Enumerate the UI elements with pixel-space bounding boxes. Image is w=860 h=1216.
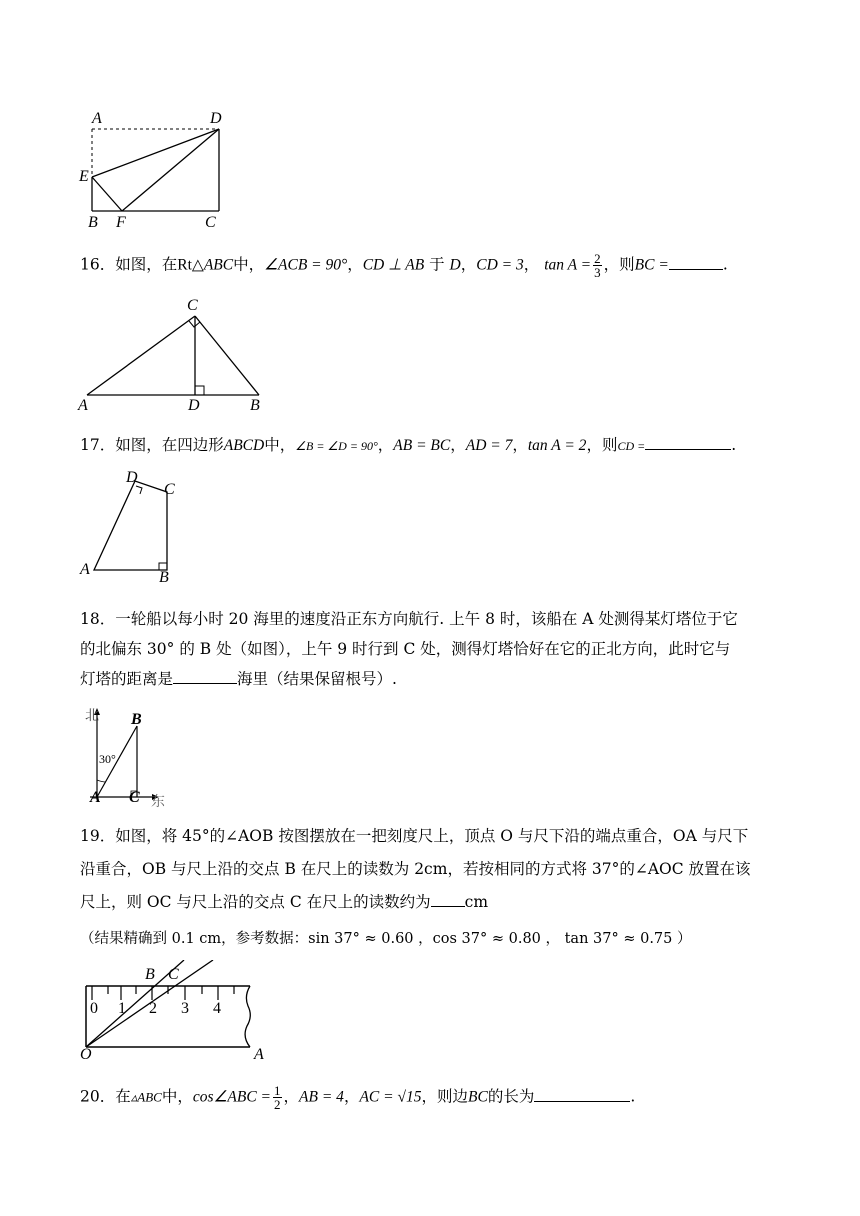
q16-sep3: ，: [523, 255, 540, 274]
q20-end: .: [630, 1087, 636, 1106]
question-19-line-1: 19．如图，将 45°的∠AOB 按图摆放在一把刻度尺上，顶点 O 与尺下沿的端点重合，OA 与尺下: [80, 827, 749, 845]
q16-text2: 中，: [233, 255, 265, 274]
label-D: D: [126, 469, 138, 486]
q20-sep2: ，: [343, 1087, 360, 1106]
q16-text3: 于: [424, 255, 450, 274]
label-A: A: [92, 110, 102, 127]
label-D: D: [188, 397, 200, 414]
q16-cond3: CD = 3: [476, 256, 524, 274]
q17-cond4: tan A = 2: [527, 437, 587, 454]
figure-16-diagram: [80, 300, 270, 400]
q20-cond2: AB = 4: [299, 1088, 344, 1106]
label-A: A: [78, 397, 88, 414]
question-16: [80, 252, 800, 279]
label-O: O: [80, 1046, 92, 1063]
north-label: 北: [85, 708, 99, 724]
q20-cond3: AC = √15: [359, 1088, 422, 1106]
q20-triangle: ▵ABC: [130, 1089, 162, 1105]
q18-line3-tail: 海里（结果保留根号）.: [237, 670, 397, 688]
q16-frac-den: 3: [594, 265, 601, 280]
tick-label-0: 0: [90, 1000, 98, 1017]
label-B: B: [159, 569, 169, 586]
question-20: [80, 1084, 800, 1111]
q17-cond1: ∠B = ∠D = 90°: [295, 439, 378, 453]
label-D: D: [210, 110, 222, 127]
q20-frac-num: 1: [274, 1083, 281, 1098]
label-C: C: [187, 297, 198, 314]
q16-answer-blank[interactable]: [669, 255, 723, 270]
label-B: B: [131, 711, 142, 728]
question-18-line-1: 18．一轮船以每小时 20 海里的速度沿正东方向航行. 上午 8 时，该船在 A 处测得某灯塔位于它: [80, 610, 738, 628]
q17-answer-blank[interactable]: [645, 435, 731, 450]
label-A: A: [254, 1046, 264, 1063]
question-18-line-2: 的北偏东 30° 的 B 处（如图），上午 9 时行到 C 处，测得灯塔恰好在它的正北方向，此时它与: [80, 640, 731, 658]
q16-rt: Rt△: [177, 256, 204, 274]
tick-label-2: 2: [149, 1000, 157, 1017]
label-B: B: [145, 966, 155, 983]
q20-text3: ，则边: [421, 1087, 468, 1106]
label-A: A: [80, 561, 90, 578]
q16-d: D: [449, 256, 461, 274]
q20-text4: 的长为: [487, 1087, 535, 1106]
q17-text3: ，则: [586, 436, 618, 454]
label-C: C: [205, 214, 216, 231]
q17-sep2: ，: [450, 436, 466, 454]
q19-line3-text: 尺上，则 OC 与尺上沿的交点 C 在尺上的读数约为: [80, 893, 431, 911]
tick-label-1: 1: [118, 1000, 126, 1017]
q17-ask: CD =: [617, 439, 646, 453]
q16-abc: ABC: [203, 256, 234, 274]
q16-cond2: CD ⊥ AB: [362, 256, 425, 274]
q17-end: .: [731, 436, 737, 454]
question-19-line-2: 沿重合，OB 与尺上沿的交点 B 在尺上的读数为 2cm，若按相同的方式将 37°的∠AOC 放置在该: [80, 860, 751, 878]
q16-cond1: ∠ACB = 90°: [264, 256, 348, 274]
q16-text1: 如图，在: [115, 255, 178, 274]
q17-sep1: ，: [377, 436, 394, 454]
label-B: B: [88, 214, 98, 231]
q18-answer-blank[interactable]: [173, 669, 237, 684]
label-C: C: [164, 481, 175, 498]
tick-label-3: 3: [181, 1000, 189, 1017]
east-label: 东: [151, 794, 165, 810]
q20-sep1: ，: [283, 1087, 300, 1106]
q17-text1: 如图，在四边形: [115, 436, 224, 454]
tick-label-4: 4: [213, 1000, 221, 1017]
question-19-line-3: [80, 892, 800, 912]
q18-line3-text: 灯塔的距离是: [80, 670, 174, 688]
q20-answer-blank[interactable]: [534, 1087, 630, 1102]
q20-text1: 在: [115, 1087, 131, 1106]
q16-end: .: [722, 255, 728, 274]
label-B: B: [250, 397, 260, 414]
q16-tan: tan A =: [544, 256, 592, 274]
q17-abcd: ABCD: [223, 437, 265, 454]
q16-frac-num: 2: [594, 251, 601, 266]
q17-number: 17．: [80, 436, 116, 454]
q16-ask: BC =: [634, 256, 669, 274]
q16-sep2: ，: [460, 255, 477, 274]
q16-sep1: ，: [347, 255, 363, 274]
q20-bc: BC: [468, 1088, 488, 1106]
label-A: A: [90, 789, 101, 806]
q16-fraction: [593, 252, 602, 279]
angle-30-label: 30°: [99, 752, 116, 766]
q17-text2: 中，: [264, 436, 296, 454]
q19-answer-blank[interactable]: [431, 892, 465, 907]
label-F: F: [116, 214, 126, 231]
q20-text2: 中，: [161, 1087, 193, 1106]
label-C: C: [168, 966, 179, 983]
q17-sep3: ，: [512, 436, 528, 454]
question-19-note: （结果精确到 0.1 cm，参考数据：sin 37° ≈ 0.60 ，cos 37° ≈ 0.80 ， tan 37° ≈ 0.75 ）: [80, 931, 692, 947]
q16-text4: ，则: [603, 255, 635, 274]
q20-number: 20．: [80, 1087, 116, 1106]
label-C: C: [129, 789, 140, 806]
q19-line3-tail: cm: [464, 893, 489, 911]
q17-cond3: AD = 7: [465, 437, 513, 454]
label-E: E: [79, 168, 89, 185]
question-18-line-3: [80, 669, 800, 689]
q20-cos: cos∠ABC =: [192, 1088, 272, 1106]
q16-number: 16．: [80, 255, 116, 274]
q20-fraction: [273, 1084, 282, 1111]
q20-frac-den: 2: [274, 1097, 281, 1112]
q17-cond2: AB = BC: [393, 437, 451, 454]
question-17: [80, 435, 800, 456]
